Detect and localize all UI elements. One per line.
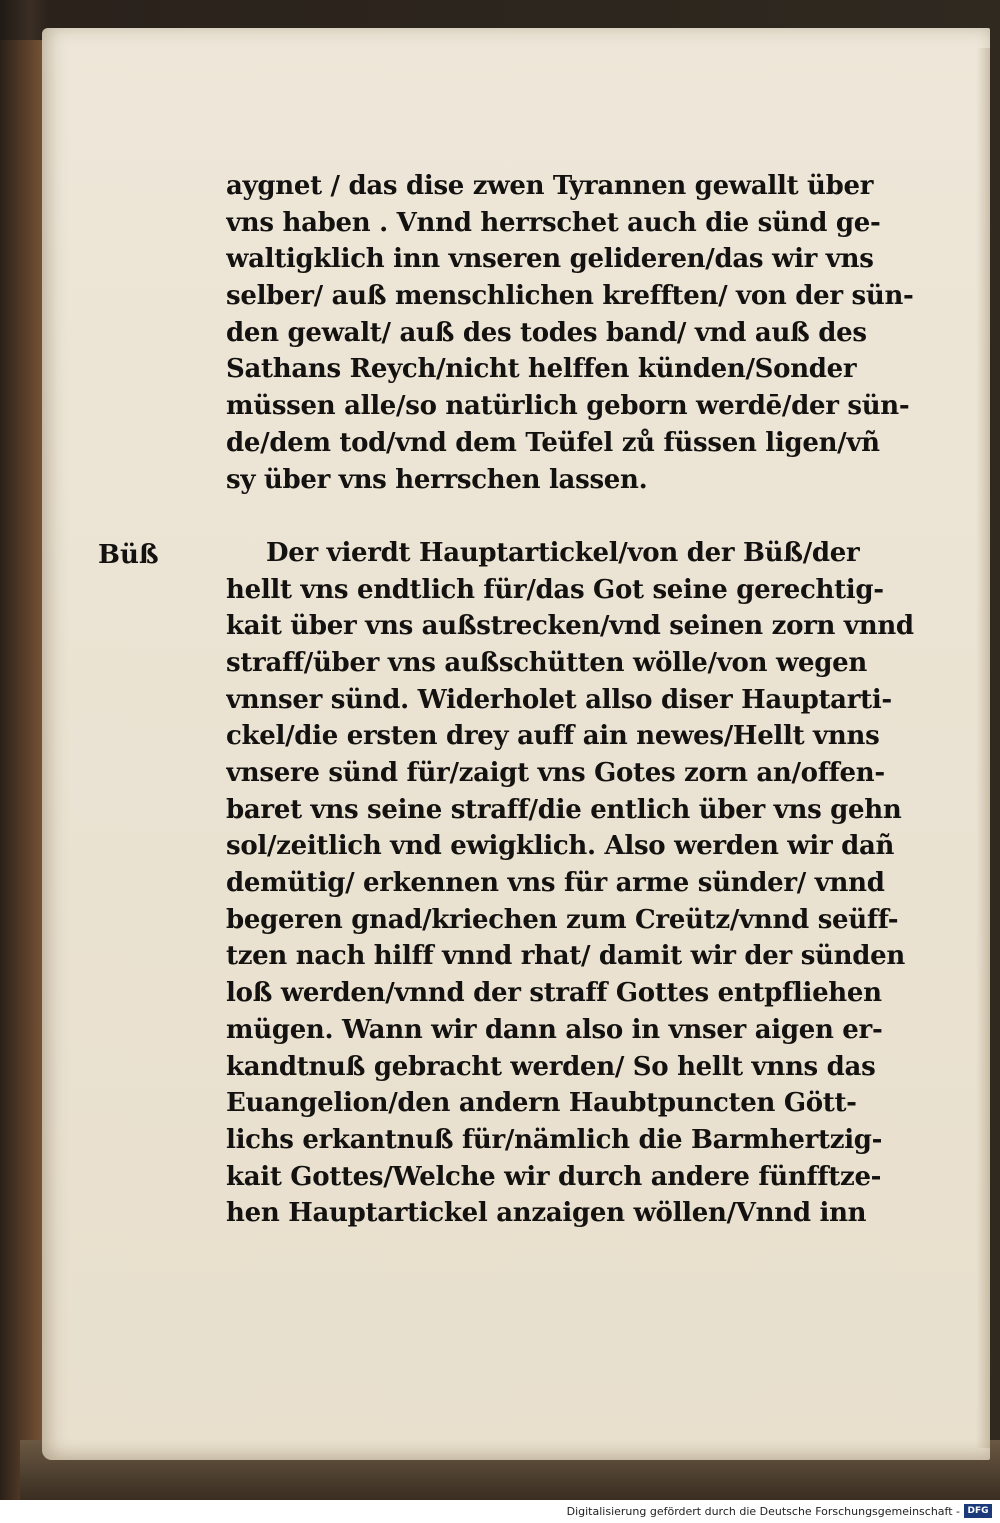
text-line: Sathans Reych/nicht helffen künden/Sonder xyxy=(226,354,857,385)
text-line: straff/über vns außschütten wölle/von wegen xyxy=(226,647,867,678)
text-line: ckel/die ersten drey auff ain newes/Hellt vnns xyxy=(226,721,880,752)
text-line: kait über vns außstrecken/vnd seinen zorn vnnd xyxy=(226,611,914,642)
text-line: baret vns seine straff/die entlich über vns gehn xyxy=(226,794,902,825)
text-line: den gewalt/ auß des todes band/ vnd auß des xyxy=(226,317,867,348)
text-line: waltigklich inn vnseren gelideren/das wir vns xyxy=(226,244,874,275)
text-line: hellt vns endtlich für/das Got seine gerechtig- xyxy=(226,574,884,605)
footer-credit: Digitalisierung gefördert durch die Deutsche Forschungsgemeinschaft - xyxy=(566,1505,960,1518)
text-line: hen Hauptartickel anzaigen wöllen/Vnnd inn xyxy=(226,1198,867,1229)
text-line: mügen. Wann wir dann also in vnser aigen er- xyxy=(226,1014,883,1045)
text-line: Der vierdt Hauptartickel/von der Büß/der xyxy=(266,537,860,568)
text-line: lichs erkantnuß für/nämlich die Barmhertzig- xyxy=(226,1124,883,1155)
text-line: vns haben . Vnnd herrschet auch die sünd ge- xyxy=(226,207,881,238)
text-line: begeren gnad/kriechen zum Creütz/vnnd seüff- xyxy=(226,904,899,935)
footer-bar xyxy=(0,1500,1000,1523)
text-line: kait Gottes/Welche wir durch andere fünfftze- xyxy=(226,1161,882,1192)
text-line: vnsere sünd für/zaigt vns Gotes zorn an/offen- xyxy=(226,758,885,788)
page-edge xyxy=(976,48,990,1448)
text-line: selber/ auß menschlichen krefften/ von der sün- xyxy=(226,281,914,312)
text-line: aygnet / das dise zwen Tyrannen gewallt über xyxy=(226,171,874,201)
text-line: sy über vns herrschen lassen. xyxy=(226,464,648,495)
text-line: müssen alle/so natürlich geborn werdē/der sün- xyxy=(226,391,910,422)
text-line: kandtnuß gebracht werden/ So hellt vnns das xyxy=(226,1051,876,1082)
dfg-logo[interactable]: DFG xyxy=(964,1504,992,1518)
paragraph-gap xyxy=(226,498,936,535)
text-line: de/dem tod/vnd dem Teüfel zů füssen ligen/vñ xyxy=(226,427,880,458)
text-line: Euangelion/den andern Haubtpuncten Gött- xyxy=(226,1088,857,1119)
text-line: demütig/ erkennen vns für arme sünder/ vnnd xyxy=(226,868,885,899)
text-line: vnnser sünd. Widerholet allso diser Hauptarti- xyxy=(226,684,892,715)
text-line: sol/zeitlich vnd ewigklich. Also werden wir dañ xyxy=(226,831,895,862)
margin-note: Büß xyxy=(98,540,159,570)
page-text xyxy=(226,168,936,1232)
text-line: loß werden/vnnd der straff Gottes entpfliehen xyxy=(226,978,882,1009)
text-line: tzen nach hilff vnnd rhat/ damit wir der sünden xyxy=(226,941,905,972)
